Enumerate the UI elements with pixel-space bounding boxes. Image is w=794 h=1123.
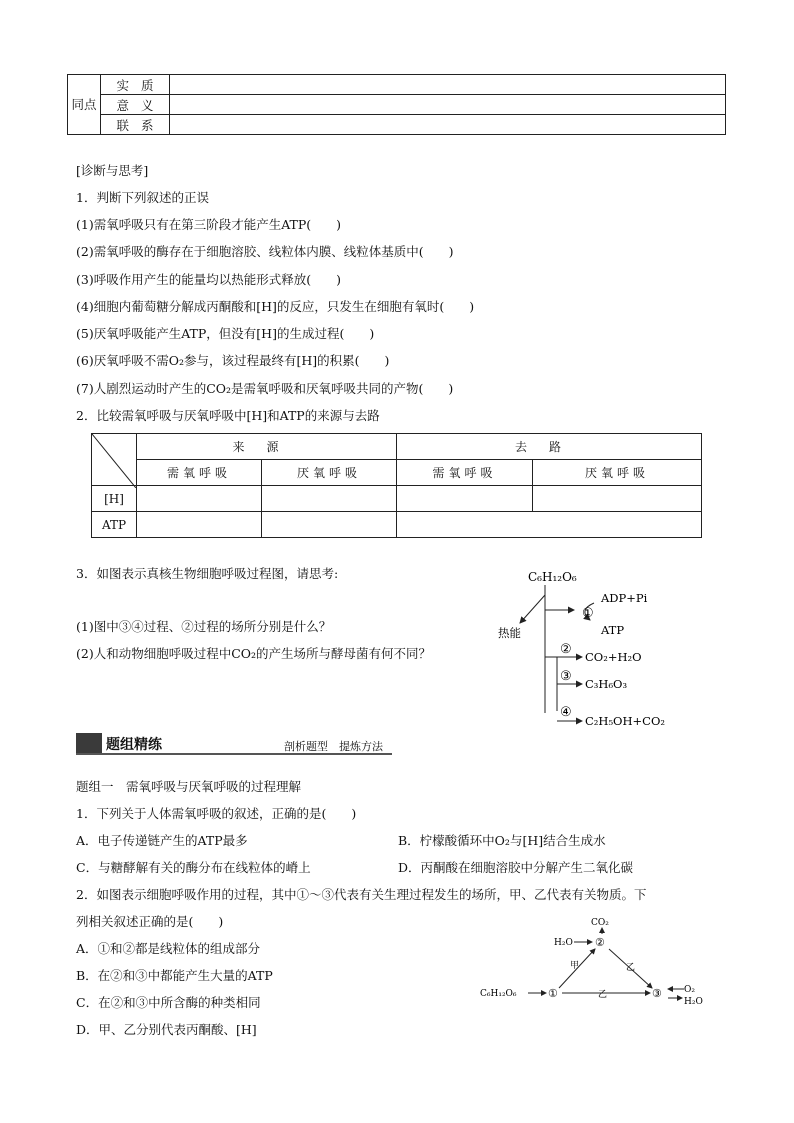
section-banner [76, 732, 392, 754]
co2-label: CO₂ [591, 918, 609, 928]
step-2-label: ② [560, 642, 572, 657]
think-item: (1)图中③④过程、②过程的场所分别是什么？ [76, 619, 332, 634]
question-title: 3．如图表示真核生物细胞呼吸过程图，请思考: [76, 566, 339, 581]
site-1: ① [548, 987, 558, 1000]
group-title: 题组一 需氧呼吸与厌氧呼吸的过程理解 [76, 779, 302, 794]
banner-subtitle: 剖析题型 提炼方法 [284, 740, 383, 753]
compare-table [91, 433, 702, 538]
step-3-label: ③ [560, 669, 572, 684]
question-title: 1．判断下列叙述的正误 [76, 190, 209, 205]
section-heading: [诊断与思考] [76, 163, 149, 178]
header-source: 来源 [137, 434, 397, 460]
sub-header: 需氧呼吸 [397, 460, 533, 486]
row-label: ATP [92, 512, 137, 538]
think-item: (2)人和动物细胞呼吸过程中CO₂的产生场所与酵母菌有何不同？ [76, 646, 432, 661]
pathway-triangle-diagram [476, 912, 716, 1012]
question-title: 2．比较需氧呼吸与厌氧呼吸中[H]和ATP的来源与去路 [76, 408, 380, 423]
row-value [170, 95, 726, 115]
row-label: 实质 [101, 75, 170, 95]
yi-label-2: 乙 [598, 990, 608, 1000]
glucose-label: C₆H₁₂O₆ [480, 989, 517, 999]
sub-header: 厌氧呼吸 [262, 460, 397, 486]
judge-item: (1)需氧呼吸只有在第三阶段才能产生ATP( ) [76, 217, 342, 232]
question-stem: 2．如图表示细胞呼吸作用的过程，其中①～③代表有关生理过程发生的场所，甲、乙代表有关物质。下 [76, 887, 647, 902]
jia-label: 甲 [570, 961, 580, 971]
summary-table [67, 74, 726, 135]
row-label: 联系 [101, 115, 170, 135]
heat-label: 热能 [498, 626, 521, 640]
sub-header: 厌氧呼吸 [533, 460, 702, 486]
option-b: B．在②和③中都能产生大量的ATP [76, 968, 273, 983]
banner-block [76, 733, 102, 753]
adp-label: ADP+Pi [601, 591, 648, 605]
yi-label-1: 乙 [626, 963, 636, 973]
option-a: A．①和②都是线粒体的组成部分 [76, 941, 261, 956]
glucose-label: C₆H₁₂O₆ [528, 570, 577, 584]
heat-arrow [520, 595, 545, 623]
row-value [170, 75, 726, 95]
row-value [170, 115, 726, 135]
judge-item: (7)人剧烈运动时产生的CO₂是需氧呼吸和厌氧呼吸共同的产物( ) [76, 381, 454, 396]
h2o-in-label: H₂O [554, 938, 573, 948]
diagonal-line [92, 434, 136, 488]
judge-item: (4)细胞内葡萄糖分解成丙酮酸和[H]的反应，只发生在细胞有氧时( ) [76, 299, 475, 314]
step-1-label: ① [582, 606, 594, 621]
site-3: ③ [652, 987, 662, 1000]
option-c: C．与糖酵解有关的酶分布在线粒体的嵴上 [76, 860, 311, 875]
option-c: C．在②和③中所含酶的种类相同 [76, 995, 261, 1010]
option-b: B．柠檬酸循环中O₂与[H]结合生成水 [398, 833, 606, 848]
question-stem: 1．下列关于人体需氧呼吸的叙述，正确的是( ) [76, 806, 357, 821]
sub-header: 需氧呼吸 [137, 460, 262, 486]
option-d: D．甲、乙分别代表丙酮酸、[H] [76, 1022, 257, 1037]
atp-label: ATP [601, 623, 625, 637]
banner-title: 题组精练 [106, 737, 162, 753]
o2-label: O₂ [684, 985, 695, 995]
step-4-label: ④ [560, 705, 572, 720]
judge-item: (6)厌氧呼吸不需O₂参与，该过程最终有[H]的积累( ) [76, 353, 390, 368]
product-3: C₃H₆O₃ [585, 677, 628, 691]
option-a: A．电子传递链产生的ATP最多 [76, 833, 248, 848]
diagonal-corner [92, 434, 137, 486]
question-stem-cont: 列相关叙述正确的是( ) [76, 914, 224, 929]
group-label-cell: 同点 [68, 75, 101, 135]
row-label: 意义 [101, 95, 170, 115]
judge-item: (3)呼吸作用产生的能量均以热能形式释放( ) [76, 272, 341, 287]
h2o-out-label: H₂O [684, 997, 703, 1007]
site-2: ② [595, 936, 605, 949]
header-dest: 去路 [397, 434, 702, 460]
judge-item: (2)需氧呼吸的酶存在于细胞溶胶、线粒体内膜、线粒体基质中( ) [76, 244, 454, 259]
respiration-diagram [490, 565, 710, 735]
option-d: D．丙酮酸在细胞溶胶中分解产生二氧化碳 [398, 860, 634, 875]
product-2: CO₂+H₂O [585, 650, 642, 664]
banner-underline [76, 753, 392, 755]
product-4: C₂H₅OH+CO₂ [585, 714, 665, 728]
row-label: [H] [92, 486, 137, 512]
judge-item: (5)厌氧呼吸能产生ATP，但没有[H]的生成过程( ) [76, 326, 375, 341]
